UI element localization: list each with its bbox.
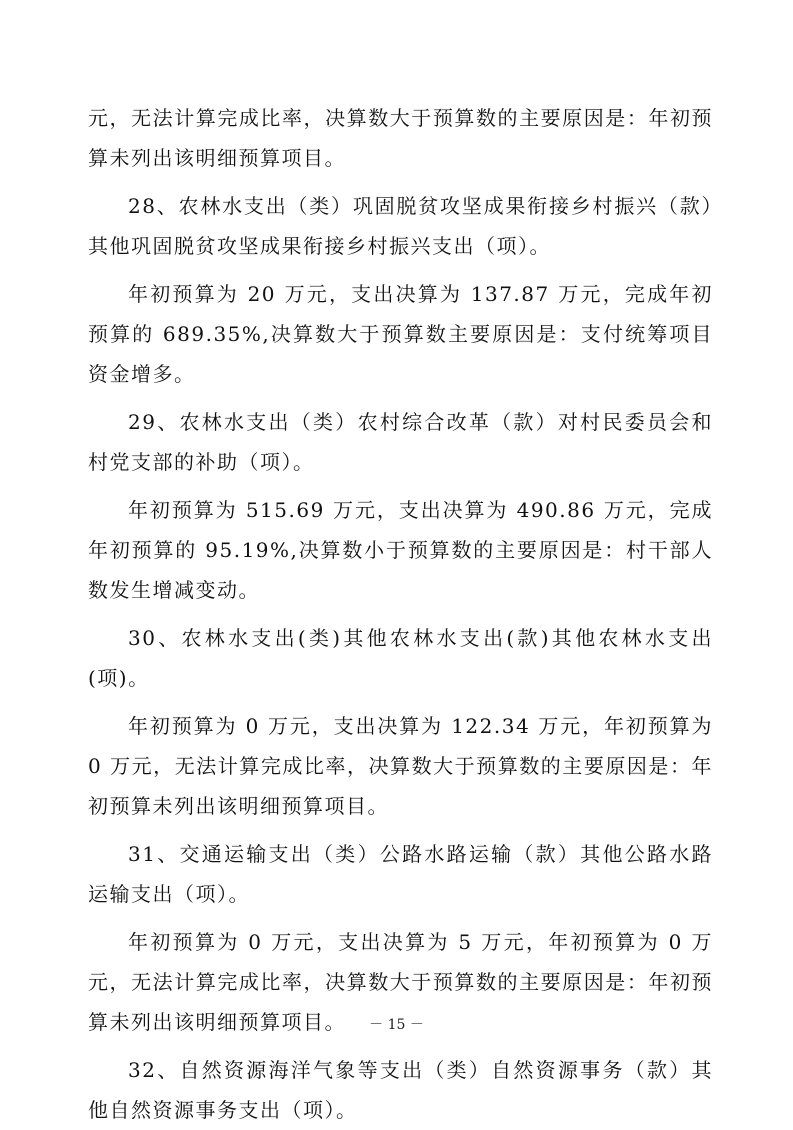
paragraph: 年初预算为 0 万元，支出决算为 122.34 万元，年初预算为 0 万元，无法计算完成比率，决算数大于预算数的主要原因是：年初预算未列出该明细预算项目。	[88, 714, 713, 818]
paragraph: 年初预算为 515.69 万元，支出决算为 490.86 万元，完成年初预算的 95.19%,决算数小于预算数的主要原因是：村干部人数发生增减变动。	[88, 498, 713, 602]
paragraph: 32、自然资源海洋气象等支出（类）自然资源事务（款）其他自然资源事务支出（项）。	[88, 1058, 713, 1122]
paragraph: 年初预算为 20 万元，支出决算为 137.87 万元，完成年初预算的 689.35%,决算数大于预算数主要原因是：支付统筹项目资金增多。	[88, 282, 713, 386]
document-body	[88, 98, 713, 1130]
paragraph: 年初预算为 0 万元，支出决算为 5 万元，年初预算为 0 万元，无法计算完成比率，决算数大于预算数的主要原因是：年初预算未列出该明细预算项目。	[88, 930, 713, 1034]
page-number: － 15 －	[369, 1017, 424, 1033]
paragraph: 31、交通运输支出（类）公路水路运输（款）其他公路水路运输支出（项）。	[88, 842, 713, 906]
paragraph: 30、农林水支出(类)其他农林水支出(款)其他农林水支出(项)。	[88, 626, 713, 690]
paragraph: 28、农林水支出（类）巩固脱贫攻坚成果衔接乡村振兴（款）其他巩固脱贫攻坚成果衔接乡村振兴支出（项）。	[88, 194, 713, 258]
paragraph: 元，无法计算完成比率，决算数大于预算数的主要原因是：年初预算未列出该明细预算项目。	[88, 106, 713, 170]
paragraph: 29、农林水支出（类）农村综合改革（款）对村民委员会和村党支部的补助（项）。	[88, 410, 713, 474]
